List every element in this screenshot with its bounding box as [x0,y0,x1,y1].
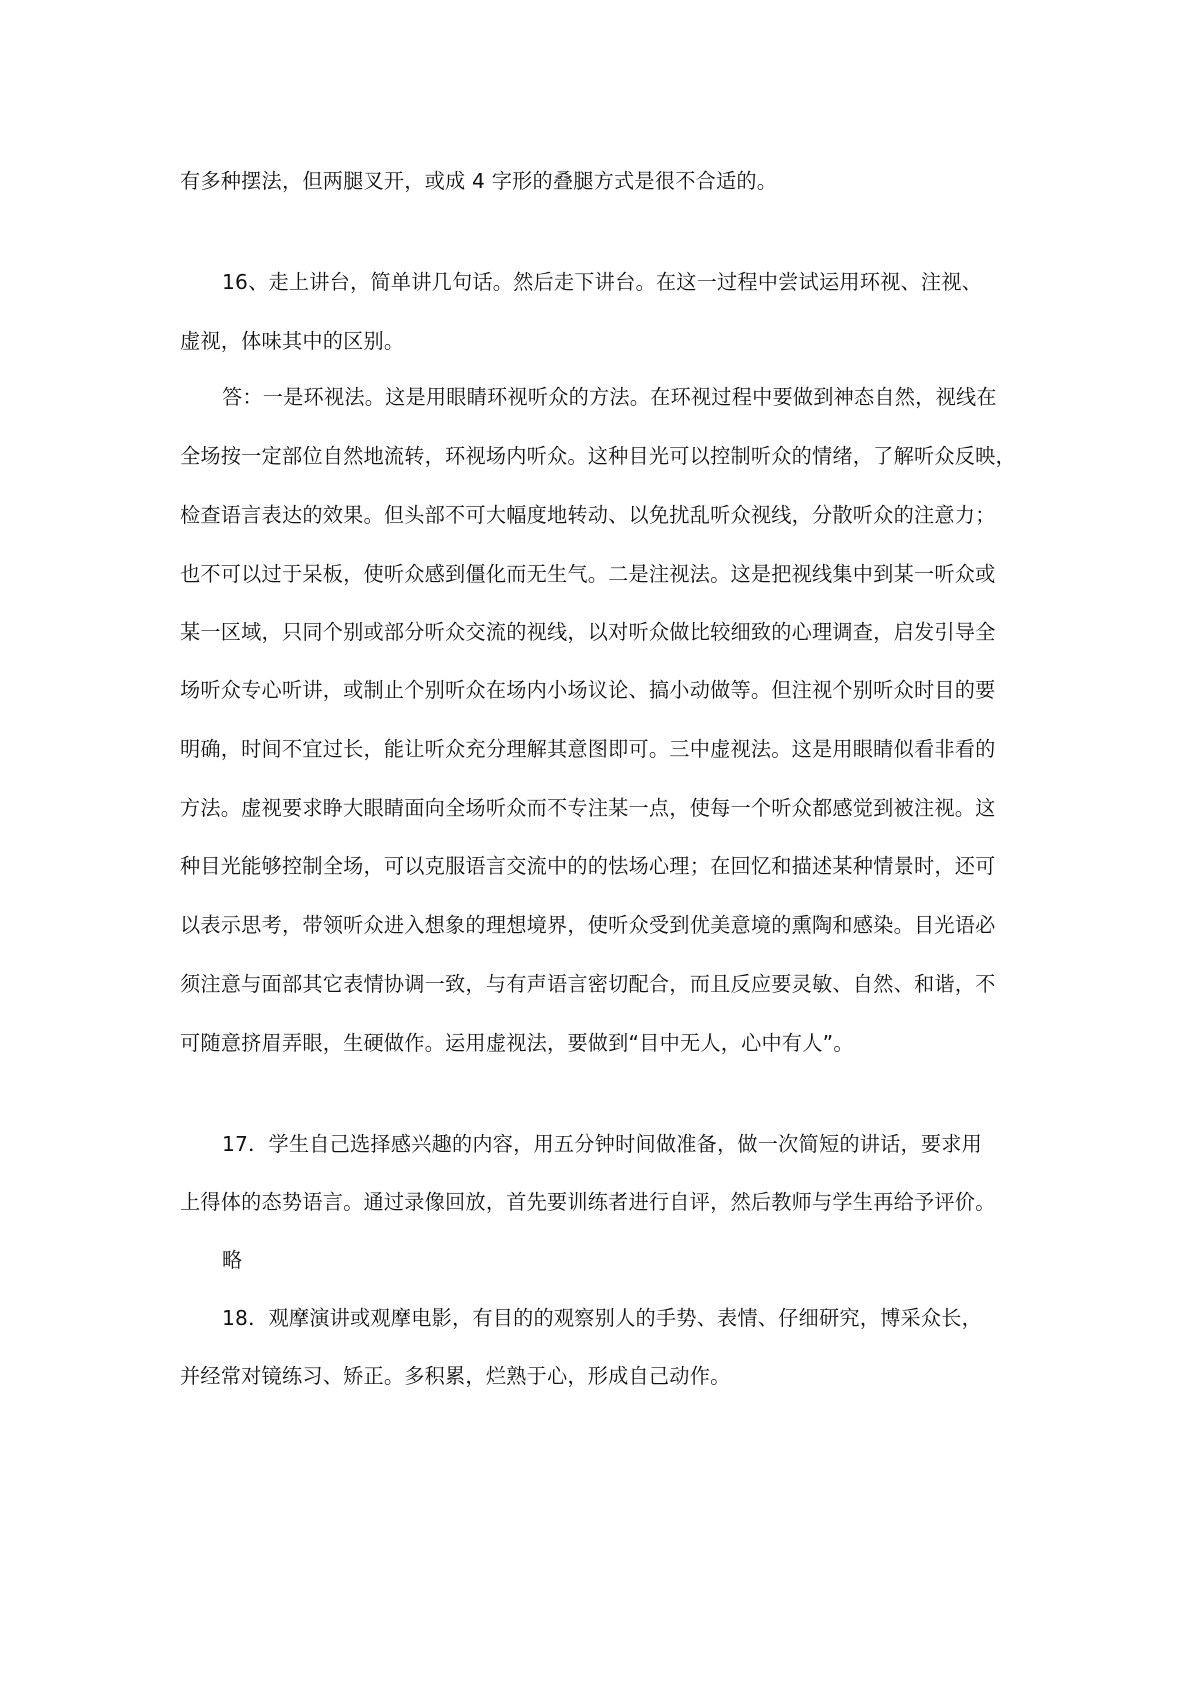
question-16-line: 16、走上讲台，简单讲几句话。然后走下讲台。在这一过程中尝试运用环视、注视、 [222,270,983,294]
text-line: 须注意与面部其它表情协调一致，与有声语言密切配合，而且反应要灵敏、自然、和谐，不 [180,972,996,996]
text-line: 检查语言表达的效果。但头部不可大幅度地转动、以免扰乱听众视线，分散听众的注意力； [180,503,996,527]
text-line: 也不可以过于呆板，使听众感到僵化而无生气。二是注视法。这是把视线集中到某一听众或 [180,562,996,586]
text-line: 虚视，体味其中的区别。 [180,329,405,353]
answer-16-line: 答：一是环视法。这是用眼睛环视听众的方法。在环视过程中要做到神态自然，视线在 [222,385,997,409]
text-line: 有多种摆法，但两腿叉开，或成 4 字形的叠腿方式是很不合适的。 [180,169,778,193]
question-17-line: 17．学生自己选择感兴趣的内容，用五分钟时间做准备，做一次简短的讲话，要求用 [222,1132,983,1156]
text-line: 全场按一定部位自然地流转，环视场内听众。这种目光可以控制听众的情绪，了解听众反映， [180,444,1016,468]
question-18-line: 18．观摩演讲或观摩电影，有目的的观察别人的手势、表情、仔细研究，博采众长， [222,1306,983,1330]
text-line: 上得体的态势语言。通过录像回放，首先要训练者进行自评，然后教师与学生再给予评价。 [180,1190,996,1214]
text-line: 方法。虚视要求睁大眼睛面向全场听众而不专注某一点，使每一个听众都感觉到被注视。这 [180,796,996,820]
text-line: 以表示思考，带领听众进入想象的理想境界，使听众受到优美意境的熏陶和感染。目光语必 [180,913,996,937]
answer-17-line: 略 [222,1248,243,1272]
text-line: 某一区域，只同个别或部分听众交流的视线，以对听众做比较细致的心理调查，启发引导全 [180,620,996,644]
text-line: 明确，时间不宜过长，能让听众充分理解其意图即可。三中虚视法。这是用眼睛似看非看的 [180,737,996,761]
text-line: 并经常对镜练习、矫正。多积累，烂熟于心，形成自己动作。 [180,1364,731,1388]
text-line: 可随意挤眉弄眼，生硬做作。运用虚视法，要做到“目中无人，心中有人”。 [180,1031,854,1055]
text-line: 种目光能够控制全场，可以克服语言交流中的的怯场心理；在回忆和描述某种情景时，还可 [180,854,996,878]
text-line: 场听众专心听讲，或制止个别听众在场内小场议论、搞小动做等。但注视个别听众时目的要 [180,678,996,702]
